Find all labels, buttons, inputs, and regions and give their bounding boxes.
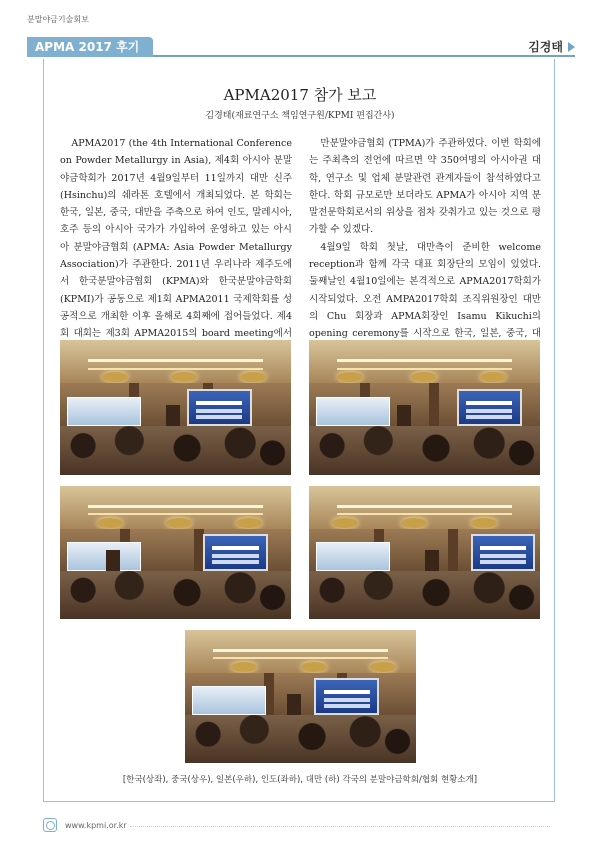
- article-byline: 김경태(재료연구소 책임연구원/KPMI 편집간사): [205, 111, 395, 121]
- photo-korea-presentation: [60, 340, 291, 475]
- photo-japan-presentation: [309, 486, 540, 619]
- right-column: [309, 135, 541, 360]
- footer-url[interactable]: www.kpmi.or.kr: [65, 820, 127, 830]
- arrow-right-icon: [568, 42, 575, 52]
- author-tag: [528, 38, 575, 56]
- photo-taiwan-presentation: [185, 630, 416, 763]
- left-column: [60, 135, 292, 360]
- photo-china-presentation: [309, 340, 540, 475]
- photo-caption: [한국(상좌), 중국(상우), 일본(우하), 인도(좌하), 대만 (하) 각국의 분말야금학회/협회 현황소개]: [122, 775, 478, 785]
- paragraph: 만분말야금협회 (TPMA)가 주관하였다. 이번 학회에는 주최측의 전언에 따르면 약 350여명의 아시아권 대학, 연구소 및 업체 분말관련 관계자들이 참석하였다고 한다. 학회 규모로만 보더라도 APMA가 아시아 지역 분말전문학회로서의 위상을 점차 갖춰가고 있는 것으로 평가할 수 있겠다.: [309, 138, 541, 236]
- section-tab: APMA 2017 후기: [27, 37, 153, 57]
- photo-india-presentation: [60, 486, 291, 619]
- footer: [43, 818, 127, 832]
- section-header: [27, 37, 575, 57]
- author-name: 김경태: [528, 40, 563, 54]
- article-title: APMA2017 참가 보고: [223, 86, 377, 104]
- paragraph: 4월9일 학회 첫날, 대만측이 준비한 welcome reception과 함께 각국 대표 회장단의 모임이 있었다. 둘째날인 4월10일에는 본격적으로 APMA2017학회가 시작되었다. 오전 AMPA2017학회 조직위원장인 대만의 Chu 회장과 APMA회장인 Isamu Kikuchi의 opening ceremony를 시작으로 한국, 일본, 중국, 대: [309, 241, 541, 340]
- paragraph: APMA2017 (the 4th International Conference on Powder Metallurgy in Asia), 제4회 아시아 분말야금학회가 2017년 4월9일부터 11일까지 대만 신주 (Hsinchu)의 쉐라톤 호텔에서 개최되었다. 본 학회는 한국, 일본, 중국, 대만을 주축으로 하여 인도, 말레시아, 호주 등의 아시아 국가가 가입하여 운영하고 있는 아시아 분말야금협회 (APMA: Asia Powder Metallurgy Association)가 주관한다. 2011년 우리나라 제주도에서 한국분말야금협회 (KPMA)와 한국분말야금학회(KPMI)가 공동으로 제1회 APMA2011 국제학회를 성공적으로 개최한 이후 올해로 4회째에 접어들었다. 제4회 대회는 제3회 APMA2015의 board meeting에서: [60, 138, 292, 340]
- kpmi-logo-icon: [43, 818, 57, 832]
- journal-name: 분말야금기술회보: [27, 15, 89, 24]
- footer-divider: [130, 826, 550, 827]
